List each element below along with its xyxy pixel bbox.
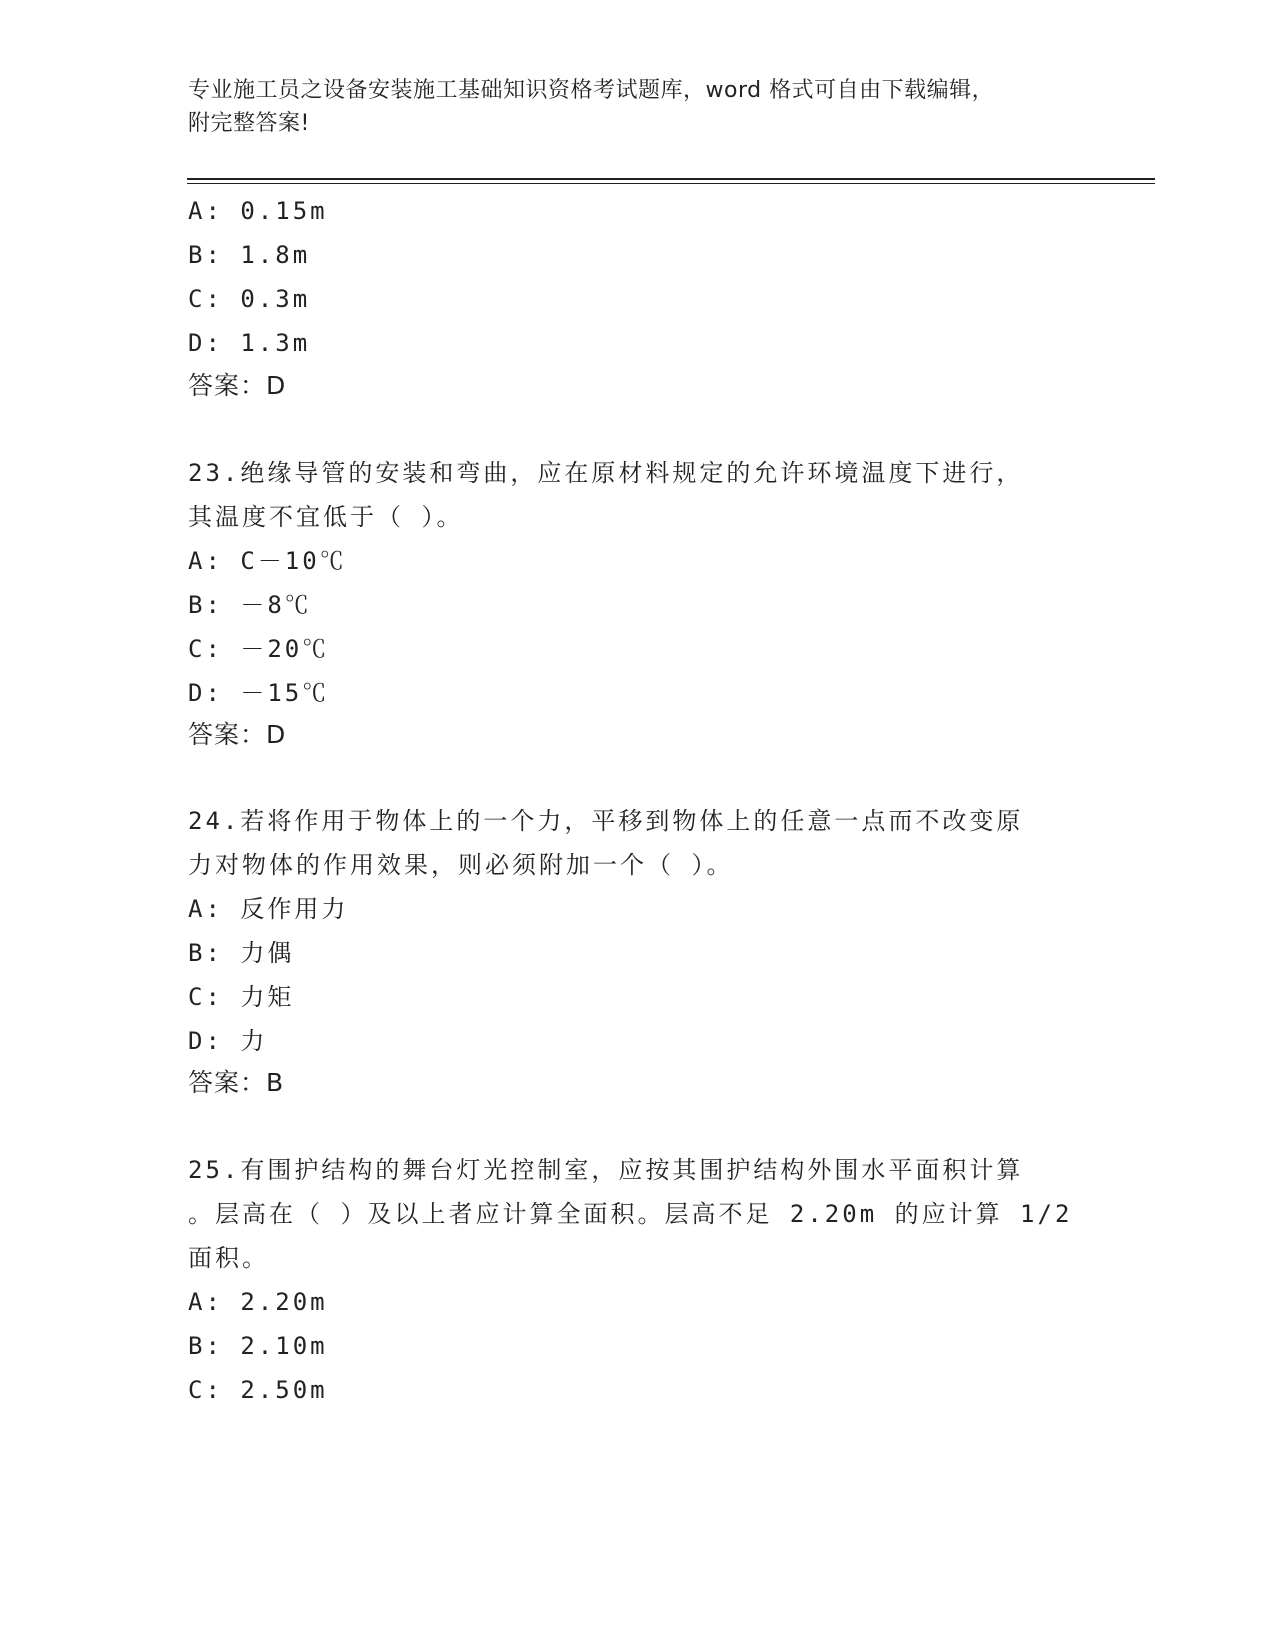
question-23-line-1: 23.绝缘导管的安装和弯曲，应在原材料规定的允许环境温度下进行，	[188, 459, 1024, 487]
question-23-option-a: A: C－10℃	[188, 547, 347, 575]
question-25-option-c: C: 2.50m	[188, 1376, 328, 1404]
question-24-answer: 答案：B	[188, 1068, 285, 1097]
question-24-line-2: 力对物体的作用效果，则必须附加一个（ ）。	[188, 851, 734, 879]
question-25-line-1: 25.有围护结构的舞台灯光控制室，应按其围护结构外围水平面积计算	[188, 1156, 1024, 1184]
header-line-2: 附完整答案!	[188, 111, 310, 136]
header-line-1: 专业施工员之设备安装施工基础知识资格考试题库，word 格式可自由下载编辑，	[188, 78, 995, 103]
option-d: D: 1.3m	[188, 329, 311, 357]
question-24-option-d: D: 力	[188, 1027, 268, 1055]
question-24-option-a: A: 反作用力	[188, 895, 349, 923]
option-a: A: 0.15m	[188, 197, 328, 225]
header-divider-thin	[187, 183, 1155, 184]
question-24-option-c: C: 力矩	[188, 983, 295, 1011]
option-c: C: 0.3m	[188, 285, 311, 313]
option-b: B: 1.8m	[188, 241, 311, 269]
question-24-line-1: 24.若将作用于物体上的一个力，平移到物体上的任意一点而不改变原	[188, 807, 1024, 835]
question-23-line-2: 其温度不宜低于（ ）。	[188, 503, 464, 531]
question-25-option-b: B: 2.10m	[188, 1332, 328, 1360]
question-25-line-3: 面积。	[188, 1244, 269, 1272]
question-23-option-d: D: －15℃	[188, 679, 330, 707]
question-23-option-b: B: －8℃	[188, 591, 312, 619]
question-23-option-c: C: －20℃	[188, 635, 330, 663]
question-23-answer: 答案：D	[188, 720, 287, 749]
document-header	[188, 74, 1088, 140]
question-25-option-a: A: 2.20m	[188, 1288, 328, 1316]
answer-line: 答案：D	[188, 371, 287, 400]
question-24-option-b: B: 力偶	[188, 939, 295, 967]
header-divider-thick	[187, 178, 1155, 180]
question-25-line-2: 。层高在（ ）及以上者应计算全面积。层高不足 2.20m 的应计算 1/2	[188, 1200, 1073, 1228]
